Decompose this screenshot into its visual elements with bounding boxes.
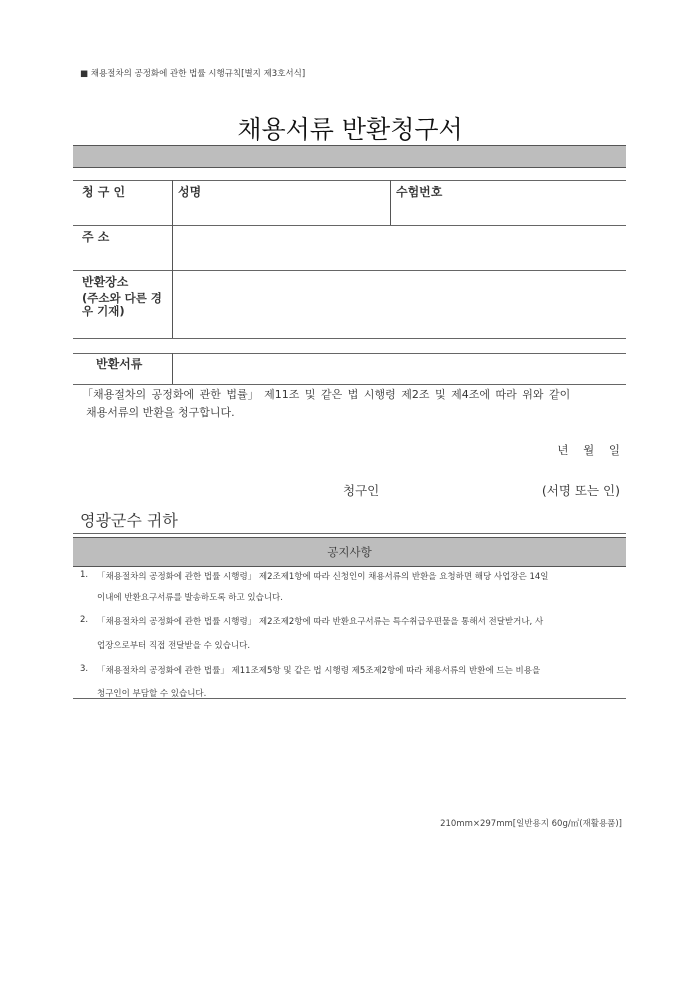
notice-item: 청구인이 부담할 수 있습니다. <box>97 689 207 699</box>
divider <box>73 338 626 339</box>
return-place-label: 반환장소 <box>82 275 129 289</box>
divider <box>390 180 391 225</box>
statement-text: 「채용절차의 공정화에 관한 법률」 제11조 및 같은 법 시행령 제2조 및 제4조에 따라 위와 같이 <box>82 388 571 401</box>
notice-item: 이내에 반환요구서류를 발송하도록 하고 있습니다. <box>97 593 283 603</box>
address-label: 주 소 <box>82 230 110 244</box>
notice-header <box>73 537 626 567</box>
paper-size-note: 210mm×297mm[일반용지 60g/㎡(재활용품)] <box>440 819 622 829</box>
divider <box>73 533 626 534</box>
divider <box>73 384 626 385</box>
name-field[interactable]: 성명 <box>178 185 202 199</box>
return-place-field[interactable] <box>172 271 626 337</box>
address-field[interactable] <box>172 226 626 270</box>
return-documents-label: 반환서류 <box>96 357 143 371</box>
notice-item: 업장으로부터 직접 전달받을 수 있습니다. <box>97 641 251 651</box>
date-field[interactable]: 년 월 일 <box>557 443 620 457</box>
notice-number: 3. <box>80 664 89 674</box>
notice-title: 공지사항 <box>327 545 372 559</box>
notice-item: 「채용절차의 공정화에 관한 법률 시행령」 제2조제2항에 따라 반환요구서류는 특수취급우편물을 통해서 전달받거나, 사 <box>97 617 544 627</box>
statement-text: 채용서류의 반환을 청구합니다. <box>86 406 235 419</box>
notice-number: 2. <box>80 615 89 625</box>
signer-label: 청구인 <box>343 483 380 498</box>
exam-number-field[interactable]: 수험번호 <box>396 185 443 199</box>
divider <box>73 180 626 181</box>
notice-item: 「채용절차의 공정화에 관한 법률」 제11조제5항 및 같은 법 시행령 제5조제2항에 따라 채용서류의 반환에 드는 비용을 <box>97 666 541 676</box>
recipient: 영광군수 귀하 <box>80 511 178 530</box>
signature-field[interactable]: (서명 또는 인) <box>541 483 620 498</box>
page-title: 채용서류 반환청구서 <box>237 115 463 144</box>
title-band <box>73 145 626 168</box>
divider <box>73 698 626 699</box>
return-place-note: (주소와 다른 경 <box>82 291 162 305</box>
form-reference-note: ■ 채용절차의 공정화에 관한 법률 시행규칙[별지 제3호서식] <box>80 69 306 79</box>
notice-number: 1. <box>80 570 89 580</box>
notice-item: 「채용절차의 공정화에 관한 법률 시행령」 제2조제1항에 따라 신청인이 채용서류의 반환을 요청하면 해당 사업장은 14일 <box>97 572 549 582</box>
claimant-label: 청 구 인 <box>82 185 126 199</box>
return-place-note: 우 기재) <box>82 304 125 318</box>
return-documents-field[interactable] <box>172 354 626 384</box>
